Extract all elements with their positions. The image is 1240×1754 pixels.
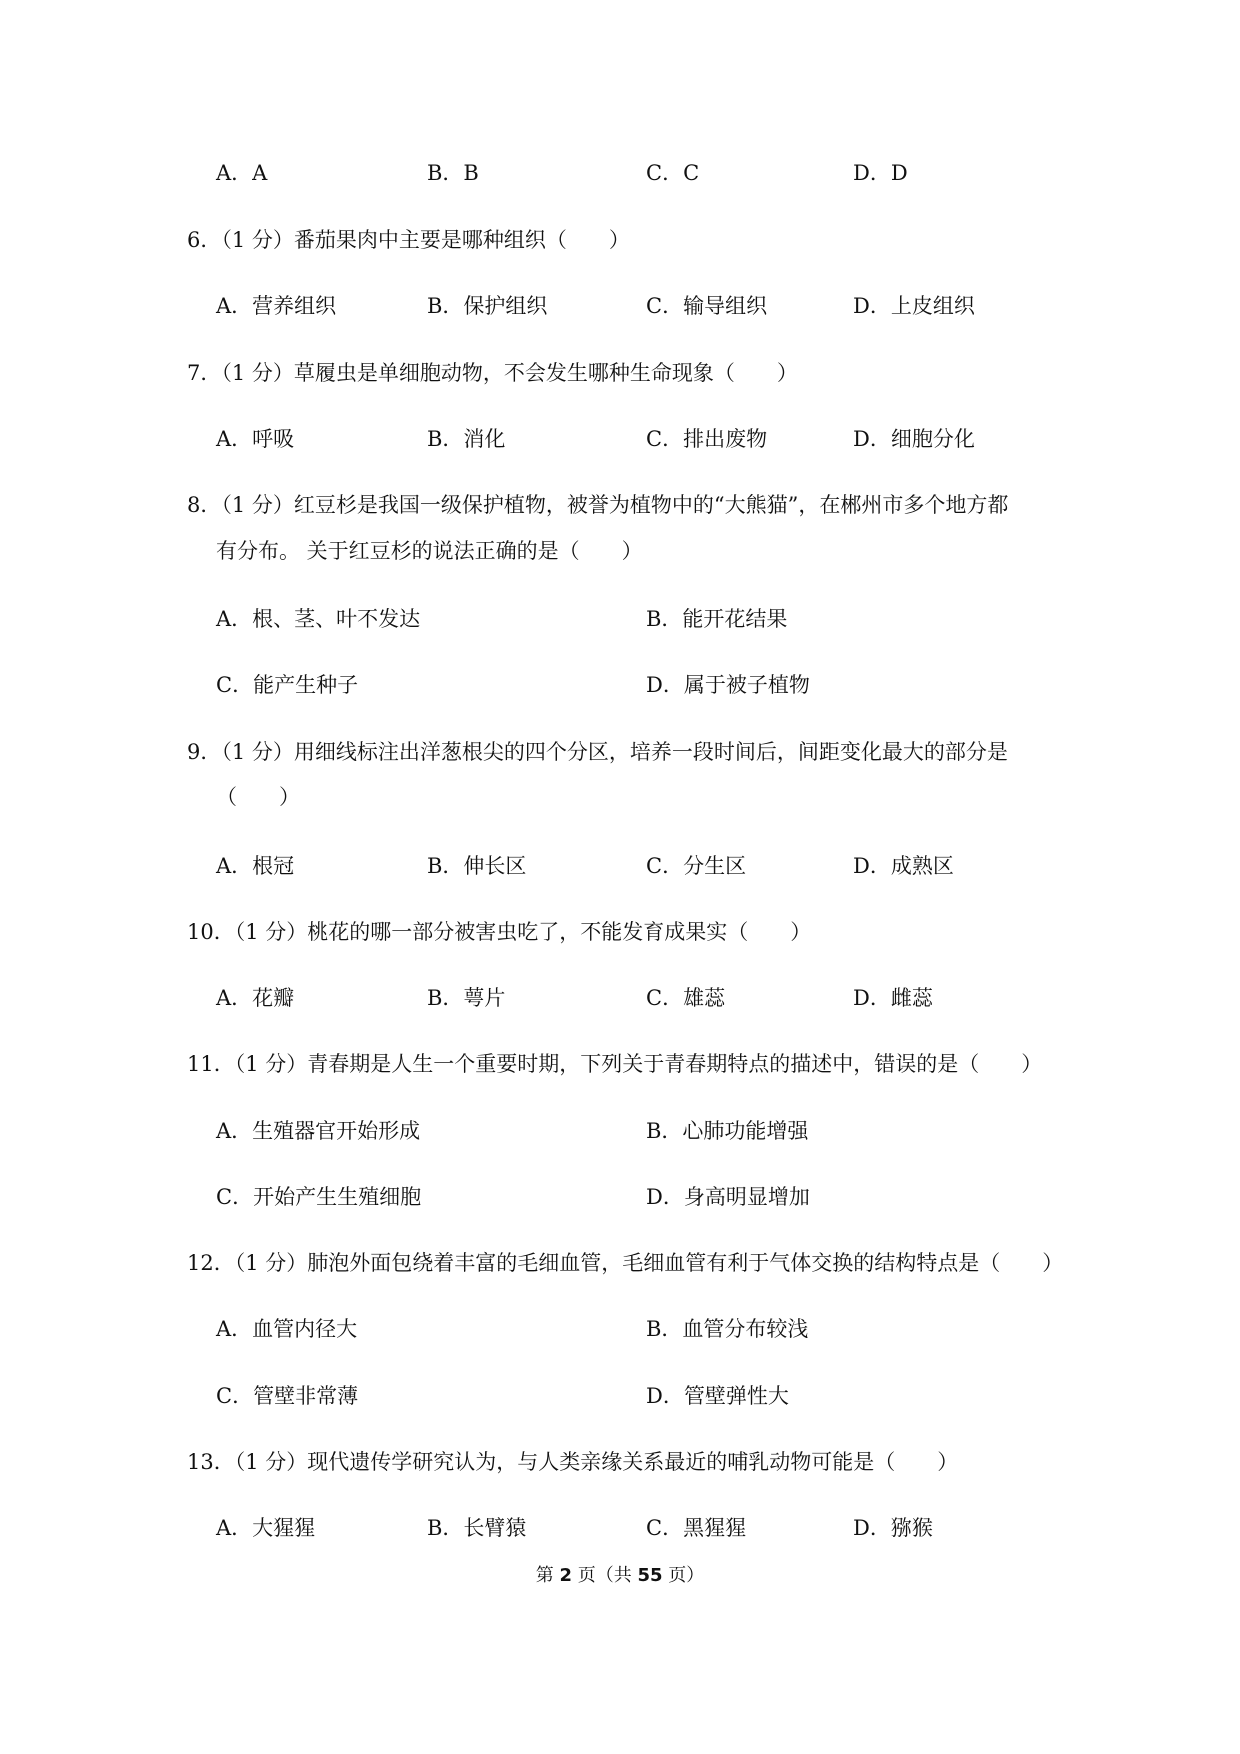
q12-option-d: D．管壁弹性大 — [646, 1384, 789, 1408]
q9-stem-line1: 9．（1 分）用细线标注出洋葱根尖的四个分区，培养一段时间后，间距变化最大的部分是 — [187, 740, 1008, 764]
q7-option-c: C．排出废物 — [646, 427, 768, 451]
q6-option-a: A．营养组织 — [216, 294, 337, 318]
q9-option-d: D．成熟区 — [853, 854, 954, 878]
page-footer — [0, 1563, 1240, 1589]
q12-option-b: B．血管分布较浅 — [646, 1317, 809, 1341]
q13-option-b: B．长臂猿 — [427, 1516, 527, 1540]
q8-option-a: A．根、茎、叶不发达 — [216, 607, 421, 631]
q13-stem: 13．（1 分）现代遗传学研究认为，与人类亲缘关系最近的哺乳动物可能是（ ） — [187, 1450, 959, 1474]
q9-option-a: A．根冠 — [216, 854, 295, 878]
q7-option-d: D．细胞分化 — [853, 427, 975, 451]
q7-option-a: A．呼吸 — [216, 427, 295, 451]
footer-total-pages: 55 — [637, 1565, 663, 1586]
q12-option-a: A．血管内径大 — [216, 1317, 358, 1341]
q7-stem: 7．（1 分）草履虫是单细胞动物，不会发生哪种生命现象（ ） — [187, 361, 798, 385]
q10-option-d: D．雌蕊 — [853, 986, 933, 1010]
q5-option-c: C．C — [646, 161, 700, 185]
footer-middle: 页（共 — [572, 1565, 638, 1586]
q10-option-a: A．花瓣 — [216, 986, 295, 1010]
q13-option-c: C．黑猩猩 — [646, 1516, 747, 1540]
q8-option-c: C．能产生种子 — [216, 673, 359, 697]
q6-option-d: D．上皮组织 — [853, 294, 975, 318]
q5-option-d: D．D — [853, 161, 908, 185]
q8-stem-line1: 8．（1 分）红豆杉是我国一级保护植物，被誉为植物中的“大熊猫”，在郴州市多个地方都 — [187, 493, 1009, 517]
q11-option-a: A．生殖器官开始形成 — [216, 1119, 421, 1143]
q11-stem: 11．（1 分）青春期是人生一个重要时期，下列关于青春期特点的描述中，错误的是（ ） — [187, 1052, 1043, 1076]
q12-stem: 12．（1 分）肺泡外面包绕着丰富的毛细血管，毛细血管有利于气体交换的结构特点是（ ） — [187, 1251, 1064, 1275]
q5-option-b: B．B — [427, 161, 479, 185]
q6-option-c: C．输导组织 — [646, 294, 768, 318]
q10-option-c: C．雄蕊 — [646, 986, 726, 1010]
q9-stem-line2: （ ） — [216, 785, 300, 809]
q9-option-c: C．分生区 — [646, 854, 747, 878]
q6-option-b: B．保护组织 — [427, 294, 548, 318]
q10-option-b: B．萼片 — [427, 986, 506, 1010]
q7-option-b: B．消化 — [427, 427, 506, 451]
q11-option-d: D．身高明显增加 — [646, 1185, 810, 1209]
footer-page-number: 2 — [559, 1565, 572, 1586]
q8-option-d: D．属于被子植物 — [646, 673, 810, 697]
q6-stem: 6．（1 分）番茄果肉中主要是哪种组织（ ） — [187, 228, 630, 252]
q11-option-c: C．开始产生生殖细胞 — [216, 1185, 422, 1209]
q11-option-b: B．心肺功能增强 — [646, 1119, 809, 1143]
q8-option-b: B．能开花结果 — [646, 607, 788, 631]
footer-suffix: 页） — [662, 1565, 705, 1586]
q9-option-b: B．伸长区 — [427, 854, 527, 878]
q10-stem: 10．（1 分）桃花的哪一部分被害虫吃了，不能发育成果实（ ） — [187, 920, 812, 944]
footer-prefix: 第 — [535, 1565, 560, 1586]
q13-option-a: A．大猩猩 — [216, 1516, 316, 1540]
q12-option-c: C．管壁非常薄 — [216, 1384, 359, 1408]
q8-stem-line2: 有分布。 关于红豆杉的说法正确的是（ ） — [216, 539, 643, 563]
q13-option-d: D．猕猴 — [853, 1516, 933, 1540]
q5-option-a: A．A — [216, 161, 268, 185]
